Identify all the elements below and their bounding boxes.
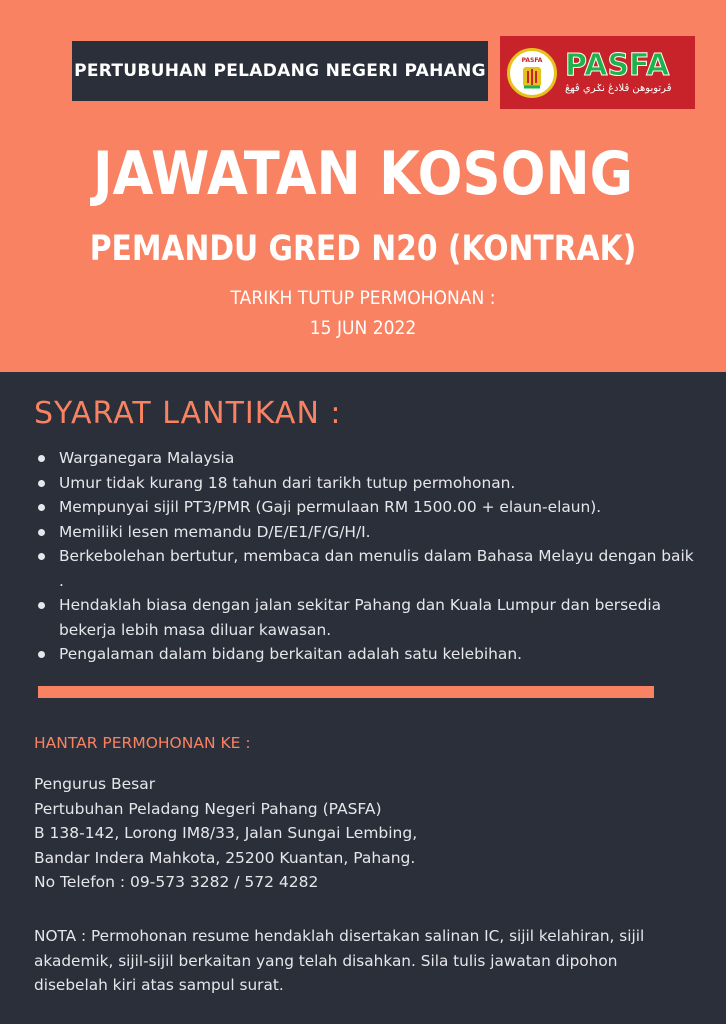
emblem-label: PASFA	[521, 56, 543, 64]
bullet-icon	[38, 602, 45, 609]
address-line: Bandar Indera Mahkota, 25200 Kuantan, Pahang.	[34, 848, 416, 867]
list-item: Warganegara Malaysia	[34, 446, 694, 471]
send-application-label: HANTAR PERMOHONAN KE :	[34, 734, 251, 752]
requirements-heading: SYARAT LANTIKAN :	[34, 396, 342, 431]
organization-banner	[72, 41, 488, 101]
bullet-icon	[38, 455, 45, 462]
bullet-icon	[38, 651, 45, 658]
requirements-list	[34, 446, 694, 667]
closing-date: 15 JUN 2022	[309, 317, 417, 339]
bullet-icon	[38, 529, 45, 536]
logo-jawi-text: ڤرتوبوهن ڤلادڠ نݢري ڤهڠ	[565, 82, 672, 94]
mailing-address	[34, 772, 694, 895]
section-divider	[38, 686, 654, 698]
bullet-icon	[38, 504, 45, 511]
address-line: Pengurus Besar	[34, 775, 156, 793]
list-item: Pengalaman dalam bidang berkaitan adalah satu kelebihan.	[34, 642, 694, 667]
list-item: Umur tidak kurang 18 tahun dari tarikh tutup permohonan.	[34, 471, 694, 496]
job-title: PEMANDU GRED N20 (KONTRAK)	[89, 229, 637, 269]
address-line: Pertubuhan Peladang Negeri Pahang (PASFA)	[34, 799, 382, 818]
organization-name: PERTUBUHAN PELADANG NEGERI PAHANG	[74, 61, 486, 81]
list-item: Memiliki lesen memandu D/E/E1/F/G/H/I.	[34, 520, 694, 545]
list-item: Mempunyai sijil PT3/PMR (Gaji permulaan RM 1500.00 + elaun-elaun).	[34, 495, 694, 520]
bullet-icon	[38, 480, 45, 487]
closing-date-label: TARIKH TUTUP PERMOHONAN :	[230, 287, 496, 309]
bullet-icon	[38, 553, 45, 560]
application-note: NOTA : Permohonan resume hendaklah disertakan salinan IC, sijil kelahiran, sijil akademik, sijil-sijil berkaitan yang telah disahkan. Sila tulis jawatan dipohon disebelah kiri atas sampul surat.	[34, 927, 645, 994]
page-title: JAWATAN KOSONG	[93, 139, 633, 209]
address-line: B 138-142, Lorong IM8/33, Jalan Sungai Lembing,	[34, 824, 418, 842]
wheat-emblem-icon	[507, 48, 557, 98]
logo-wordmark: PASFA	[565, 47, 670, 83]
pasfa-logo	[500, 36, 695, 109]
list-item: Berkebolehan bertutur, membaca dan menulis dalam Bahasa Melayu dengan baik .	[34, 544, 694, 593]
phone-line: No Telefon : 09-573 3282 / 572 4282	[34, 873, 319, 891]
list-item: Hendaklah biasa dengan jalan sekitar Pahang dan Kuala Lumpur dan bersedia bekerja lebih masa diluar kawasan.	[34, 593, 694, 642]
